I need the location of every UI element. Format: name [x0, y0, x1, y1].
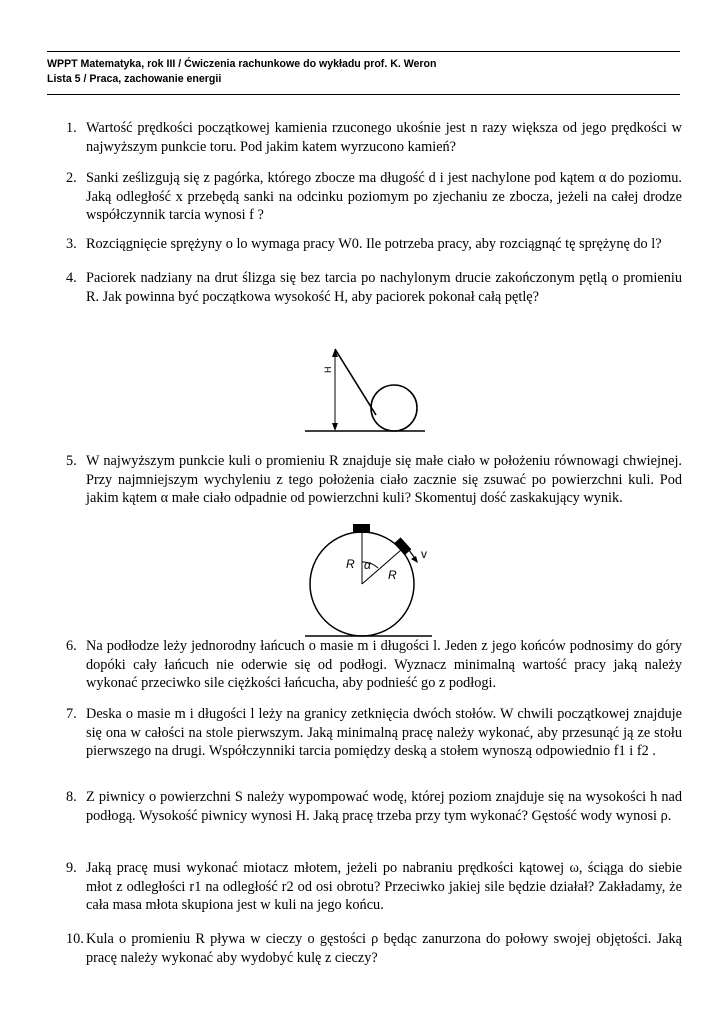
header-bottom-rule [47, 94, 680, 95]
problem-9 [66, 859, 682, 915]
problem-3 [66, 235, 682, 254]
document-header [47, 57, 680, 87]
problem-10 [66, 930, 682, 967]
problem-text: Wartość prędkości początkowej kamienia rzuconego ukośnie jest n razy większa od jego prędkości w najwyższym punkcie toru. Pod jakim katem wyrzucono kamień? [86, 120, 682, 155]
small-body-sliding [394, 537, 411, 555]
problem-number: 8. [66, 789, 77, 805]
loop-track-figure [300, 325, 430, 437]
problem-number: 10. [66, 931, 84, 947]
problem-text: Jaką pracę musi wykonać miotacz młotem, jeżeli po nabraniu prędkości kątowej ω, ściąga do siebie młot z odległości r1 na odległość r2 od osi obrotu? Przeciwko jakiej sile będzie działał? Zakładamy, że cała masa młota skupiona jest w kuli na jego końcu. [86, 860, 682, 913]
problem-number: 7. [66, 706, 77, 722]
radius-label-left: R [346, 557, 355, 571]
problem-number: 3. [66, 236, 77, 252]
angle-label: α [364, 558, 371, 572]
problem-text: Paciorek nadziany na drut ślizga się bez tarcia po nachylonym drucie zakończonym pętlą o promieniu R. Jak powinna być początkowa wysokość H, aby paciorek pokonał całą pętlę? [86, 270, 682, 305]
problem-number: 9. [66, 860, 77, 876]
height-arrow-head-bottom [332, 423, 338, 431]
problem-6 [66, 637, 682, 693]
problem-2 [66, 169, 682, 225]
velocity-arrow-head [411, 556, 418, 563]
problem-number: 2. [66, 170, 77, 186]
problem-text: Deska o masie m i długości l leży na granicy zetknięcia dwóch stołów. W chwili początkowej znajduje się ona w całości na stole pierwszym. Jaką minimalną pracę należy wykonać, aby przesunąć ją ze stołu pierwszego na drugi. Współczynniki tarcia pomiędzy deską a stołem wynoszą odpowiednio f1 i f2 . [86, 706, 682, 759]
wire-loop [371, 385, 417, 431]
problem-number: 1. [66, 120, 77, 136]
problem-text: Sanki ześlizgują się z pagórka, którego zbocze ma długość d i jest nachylone pod kątem α do poziomu. Jaką odległość x przebędą sanki na odcinku poziomym po zjechaniu ze zbocza, jeżeli na całej drodze współczynnik tarcia wynosi f ? [86, 170, 682, 223]
problem-text: Z piwnicy o powierzchni S należy wypompować wodę, której poziom znajduje się na wysokości h nad podłogą. Wysokość piwnicy wynosi H. Jaką pracę trzeba przy tym wykonać? Gęstość wody wynosi ρ. [86, 789, 682, 824]
height-label: H [323, 366, 333, 373]
problem-5 [66, 452, 682, 508]
problem-number: 5. [66, 453, 77, 469]
small-body-top [353, 524, 370, 533]
problem-text: W najwyższym punkcie kuli o promieniu R znajduje się małe ciało w położeniu równowagi chwiejnej. Przy najmniejszym wychyleniu z tego położenia ciało zacznie się zsuwać po powierzchni kuli. Pod jakim kątem α małe ciało odpadnie od powierzchni kuli? Skomentuj dość zaskakujący wynik. [86, 453, 682, 506]
problem-text: Rozciągnięcie sprężyny o lo wymaga pracy W0. Ile potrzeba pracy, aby rozciągnąć tę sprężynę do l? [86, 236, 662, 252]
problem-number: 6. [66, 638, 77, 654]
radius-label-right: R [388, 568, 397, 582]
velocity-label: v [421, 547, 427, 561]
sphere-figure [300, 520, 440, 642]
problem-1 [66, 119, 682, 156]
header-top-rule [47, 51, 680, 52]
problem-text: Kula o promieniu R pływa w cieczy o gęstości ρ będąc zanurzona do połowy swojej objętości. Jaką pracę należy wykonać aby wydobyć kulę z cieczy? [86, 931, 682, 966]
header-list-line: Lista 5 / Praca, zachowanie energii [47, 73, 222, 85]
problem-4 [66, 269, 682, 306]
problem-7 [66, 705, 682, 761]
header-course-line: WPPT Matematyka, rok III / Ćwiczenia rachunkowe do wykładu prof. K. Weron [47, 58, 437, 70]
inclined-wire [335, 349, 376, 415]
problem-8 [66, 788, 682, 825]
problem-text: Na podłodze leży jednorodny łańcuch o masie m i długości l. Jeden z jego końców podnosimy do góry dopóki cały łańcuch nie oderwie się od podłogi. Wyznacz minimalną wartość pracy jaką należy wykonać przeciwko sile ciężkości łańcucha, aby podnieść go z podłogi. [86, 638, 682, 691]
problem-number: 4. [66, 270, 77, 286]
